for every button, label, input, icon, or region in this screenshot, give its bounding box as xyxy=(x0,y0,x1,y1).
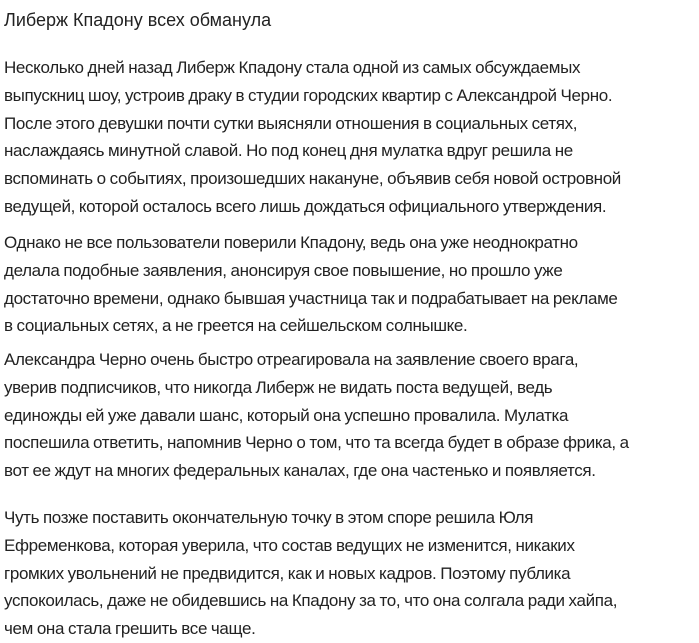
text-line: уверив подписчиков, что никогда Либерж не видать поста ведущей, ведь xyxy=(4,377,553,397)
paragraph-4 xyxy=(4,504,617,643)
text-line: делала подобные заявления, анонсируя свое повышение, но прошло уже xyxy=(4,260,563,280)
paragraph-2 xyxy=(4,229,618,340)
text-line: Александра Черно очень быстро отреагировала на заявление своего врага, xyxy=(4,350,579,369)
text-line: единожды ей уже давали шанс, который она успешно провалила. Мулатка xyxy=(4,405,569,425)
text-line: Чуть позже поставить окончательную точку в этом споре решила Юля xyxy=(4,508,534,527)
text-line: успокоилась, даже не обидевшись на Кпадону за то, что она солгала ради хайпа, xyxy=(4,591,618,611)
text-line: выпускниц шоу, устроив драку в студии городских квартир с Александрой Черно. xyxy=(4,85,613,105)
text-line: ведущей, которой осталось всего лишь дождаться официального утверждения. xyxy=(4,196,607,216)
text-line: громких увольнений не предвидится, как и новых кадров. Поэтому публика xyxy=(4,563,571,583)
text-line: чем она стала грешить все чаще. xyxy=(4,619,256,639)
text-line: После этого девушки почти сутки выясняли отношения в социальных сетях, xyxy=(4,113,578,133)
article-title: Либерж Кпадону всех обманула xyxy=(4,10,272,30)
text-line: вот ее ждут на многих федеральных каналах, где она частенько и появляется. xyxy=(4,461,596,481)
text-line: наслаждаясь минутной славой. Но под конец дня мулатка вдруг решила не xyxy=(4,141,573,161)
paragraph-3 xyxy=(4,346,629,485)
text-line: в социальных сетях, а не греется на сейшельском солнышке. xyxy=(4,316,468,336)
text-line: Ефременкова, которая уверила, что состав ведущих не изменится, никаких xyxy=(4,535,575,555)
text-line: поспешила ответить, напомнив Черно о том, что та всегда будет в образе фрика, а xyxy=(4,433,629,453)
text-line: вспоминать о событиях, произошедших накануне, объявив себя новой островной xyxy=(4,169,621,189)
text-line: Несколько дней назад Либерж Кпадону стала одной из самых обсуждаемых xyxy=(4,58,581,77)
paragraph-1 xyxy=(4,54,621,221)
text-line: достаточно времени, однако бывшая участница так и подрабатывает на рекламе xyxy=(4,288,618,308)
text-line: Однако не все пользователи поверили Кпадону, ведь она уже неоднократно xyxy=(4,233,578,252)
